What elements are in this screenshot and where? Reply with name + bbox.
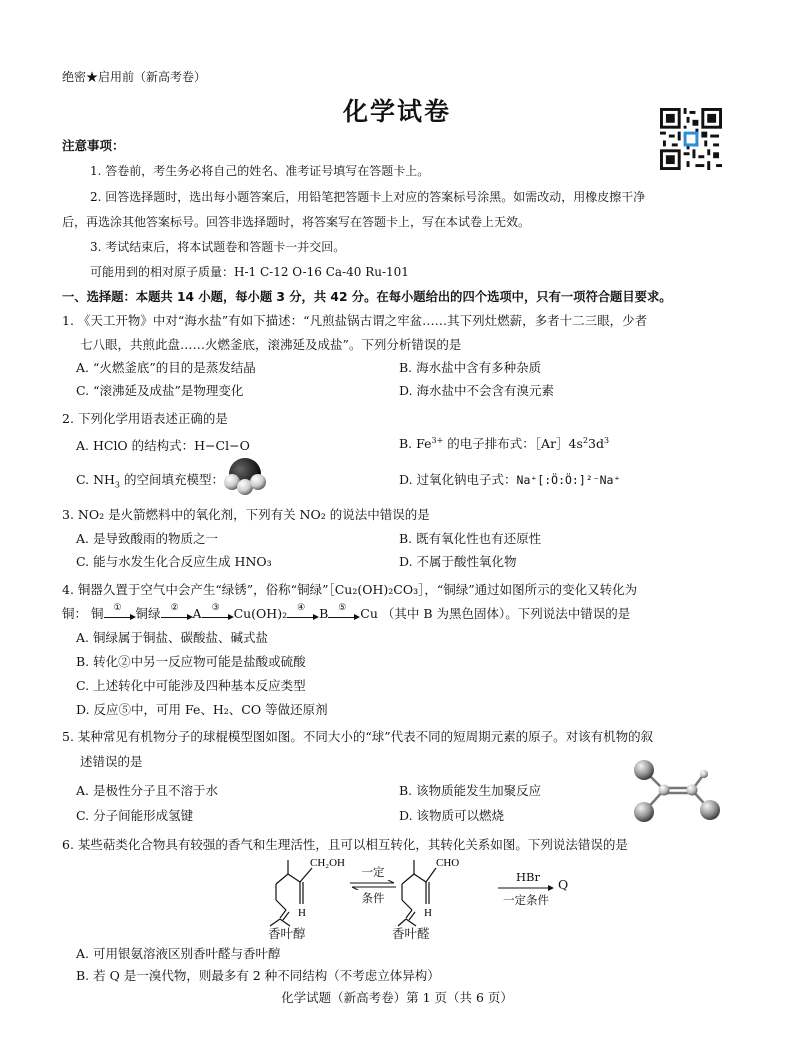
q2-stem: 2. 下列化学用语表述正确的是: [62, 411, 228, 426]
q1-stem-line1: 1. 《天工开物》中对“海水盐”有如下描述：“凡煎盐锅古谓之牢盆……其下列灶燃薪，多者十二三眼，少者: [62, 313, 648, 328]
atomic-masses: [90, 263, 409, 280]
q5-option-c: C. 分子间能形成氢键: [76, 808, 194, 823]
q2-c-text2: 的空间填充模型：: [120, 472, 224, 487]
atomic-masses-label: 可能用到的相对原子质量：: [90, 265, 235, 279]
note-item-1: 1. 答卷前，考生务必将自己的姓名、准考证号填写在答题卡上。: [90, 164, 430, 178]
q2-b-text2: 的电子排布式：［Ar］4s: [443, 436, 583, 451]
q5-option-b: B. 该物质能发生加聚反应: [399, 783, 542, 798]
step-number: ⑤: [338, 602, 347, 613]
q2-b-sup2: 3: [604, 435, 610, 445]
q4-stem-line1: 4. 铜器久置于空气中会产生“绿锈”，俗称“铜绿”［Cu₂(OH)₂CO₃］，“铜绿”通过如图所示的变化又转化为: [62, 582, 638, 597]
q4-chain-item: Cu: [360, 606, 378, 621]
q2-b-charge: 3+: [431, 435, 444, 445]
q3-option-d: D. 不属于酸性氧化物: [399, 554, 517, 569]
q4-chain-suffix: （其中 B 为黑色固体）。下列说法中错误的是: [381, 606, 631, 621]
q6-option-b: B. 若 Q 是一溴代物，则最多有 2 种不同结构（不考虑立体异构）: [76, 968, 440, 983]
arrow-icon: [104, 602, 136, 621]
arrow-icon: [161, 602, 193, 621]
q5-stem-line1: 5. 某种常见有机物分子的球棍模型图如图。不同大小的“球”代表不同的短周期元素的原子。对该有机物的叙: [62, 729, 654, 744]
cond1-bottom: 条件: [361, 891, 385, 905]
q3-option-b: B. 既有氧化性也有还原性: [399, 531, 542, 546]
equilibrium-arrow-icon: [348, 880, 398, 890]
step-number: ①: [113, 602, 122, 613]
q4-chain-item: Cu(OH)₂: [233, 606, 288, 621]
q3-stem: 3. NO₂ 是火箭燃料中的氧化剂，下列有关 NO₂ 的说法中错误的是: [62, 507, 430, 522]
q4-chain-item: A: [192, 606, 202, 621]
step-number: ②: [170, 602, 179, 613]
step-number: ④: [297, 602, 306, 613]
q2-option-a: A. HClO 的结构式：H−Cl−O: [76, 438, 250, 453]
q4-chain-prefix: 铜：: [62, 606, 88, 621]
q4-option-c: C. 上述转化中可能涉及四种基本反应类型: [76, 678, 306, 693]
q4-option-d: D. 反应⑤中，可用 Fe、H₂、CO 等做还原剂: [76, 702, 328, 717]
note-item-2-cont: 后，再选涂其他答案标号。回答非选择题时，将答案写在答题卡上，写在本试卷上无效。: [62, 215, 531, 229]
atomic-masses-values: H-1 C-12 O-16 Ca-40 Ru-101: [234, 265, 409, 279]
geranial-name: 香叶醛: [392, 926, 430, 941]
q2-b-text: B. Fe: [399, 436, 432, 451]
q2-b-text3: 3d: [588, 436, 604, 451]
q2-d-formula: Na⁺[:Ö:Ö:]²⁻Na⁺: [516, 473, 621, 487]
q2-c-text: C. NH: [76, 472, 115, 487]
qr-code-icon: [660, 108, 722, 170]
q5-option-d: D. 该物质可以燃烧: [399, 808, 505, 823]
notes-heading: 注意事项：: [62, 138, 125, 153]
cond1-top: 一定: [361, 865, 385, 879]
arrow-icon: [202, 602, 234, 621]
cond2-top: HBr: [516, 870, 540, 884]
geraniol-name: 香叶醇: [268, 926, 306, 941]
arrow-icon: [328, 602, 360, 621]
q4-option-b: B. 转化②中另一反应物可能是盐酸或硫酸: [76, 654, 306, 669]
nh3-space-filling-model: [222, 456, 268, 496]
step-number: ③: [211, 602, 220, 613]
q1-option-c: C. “滚沸延及成盐”是物理变化: [76, 383, 244, 398]
geranial-h: H: [424, 907, 432, 919]
q4-chain-item: 铜绿: [135, 606, 161, 621]
q3-option-a: A. 是导致酸雨的物质之一: [76, 531, 218, 546]
note-item-3: 3. 考试结束后，将本试题卷和答题卡一并交回。: [90, 240, 346, 254]
q5-stem-line2: 述错误的是: [80, 754, 143, 769]
q6-stem: 6. 某些萜类化合物具有较强的香气和生理活性，且可以相互转化，其转化关系如图。下列说法错误的是: [62, 837, 628, 852]
page-title: 化学试卷: [342, 97, 451, 126]
q4-chain: [62, 604, 630, 622]
cond2-bottom: 一定条件: [503, 893, 549, 907]
q6-option-a: A. 可用银氨溶液区别香叶醛与香叶醇: [76, 946, 281, 961]
section-heading: 一、选择题：本题共 14 小题，每小题 3 分，共 42 分。在每小题给出的四个选项中，只有一项符合题目要求。: [62, 290, 672, 304]
q4-chain-item: B: [319, 606, 329, 621]
q2-c-sub: 3: [114, 480, 120, 490]
q2-option-d: [399, 470, 620, 488]
ball-stick-model: [626, 758, 726, 826]
geraniol-h: H: [298, 907, 306, 919]
geranial-group: CHO: [436, 857, 460, 869]
q2-option-b: [399, 434, 609, 452]
q1-option-d: D. 海水盐中不会含有溴元素: [399, 383, 555, 398]
arrow-icon: [287, 602, 319, 621]
geraniol-group: CH₂OH: [310, 857, 346, 869]
secret-label: 绝密★启用前（新高考卷）: [62, 70, 207, 84]
q2-option-c: [76, 470, 224, 490]
q4-chain-item: 铜: [91, 606, 104, 621]
q1-stem-line2: 七八眼，共煎此盘……火燃釜底，滚沸延及成盐”。下列分析错误的是: [80, 337, 462, 352]
q2-d-text: D. 过氧化钠电子式：: [399, 472, 517, 487]
product-q: Q: [558, 877, 569, 892]
q1-option-b: B. 海水盐中含有多种杂质: [399, 360, 542, 375]
page-footer: 化学试题（新高考卷）第 1 页（共 6 页）: [281, 990, 513, 1005]
q5-option-a: A. 是极性分子且不溶于水: [76, 783, 218, 798]
note-item-2: 2. 回答选择题时，选出每小题答案后，用铅笔把答题卡上对应的答案标号涂黑。如需改动，用橡皮擦干净: [90, 190, 646, 204]
q1-option-a: A. “火燃釜底”的目的是蒸发结晶: [76, 360, 256, 375]
q3-option-c: C. 能与水发生化合反应生成 HNO₃: [76, 554, 272, 569]
q4-option-a: A. 铜绿属于铜盐、碳酸盐、碱式盐: [76, 630, 268, 645]
q2-b-sup: 2: [582, 435, 589, 445]
